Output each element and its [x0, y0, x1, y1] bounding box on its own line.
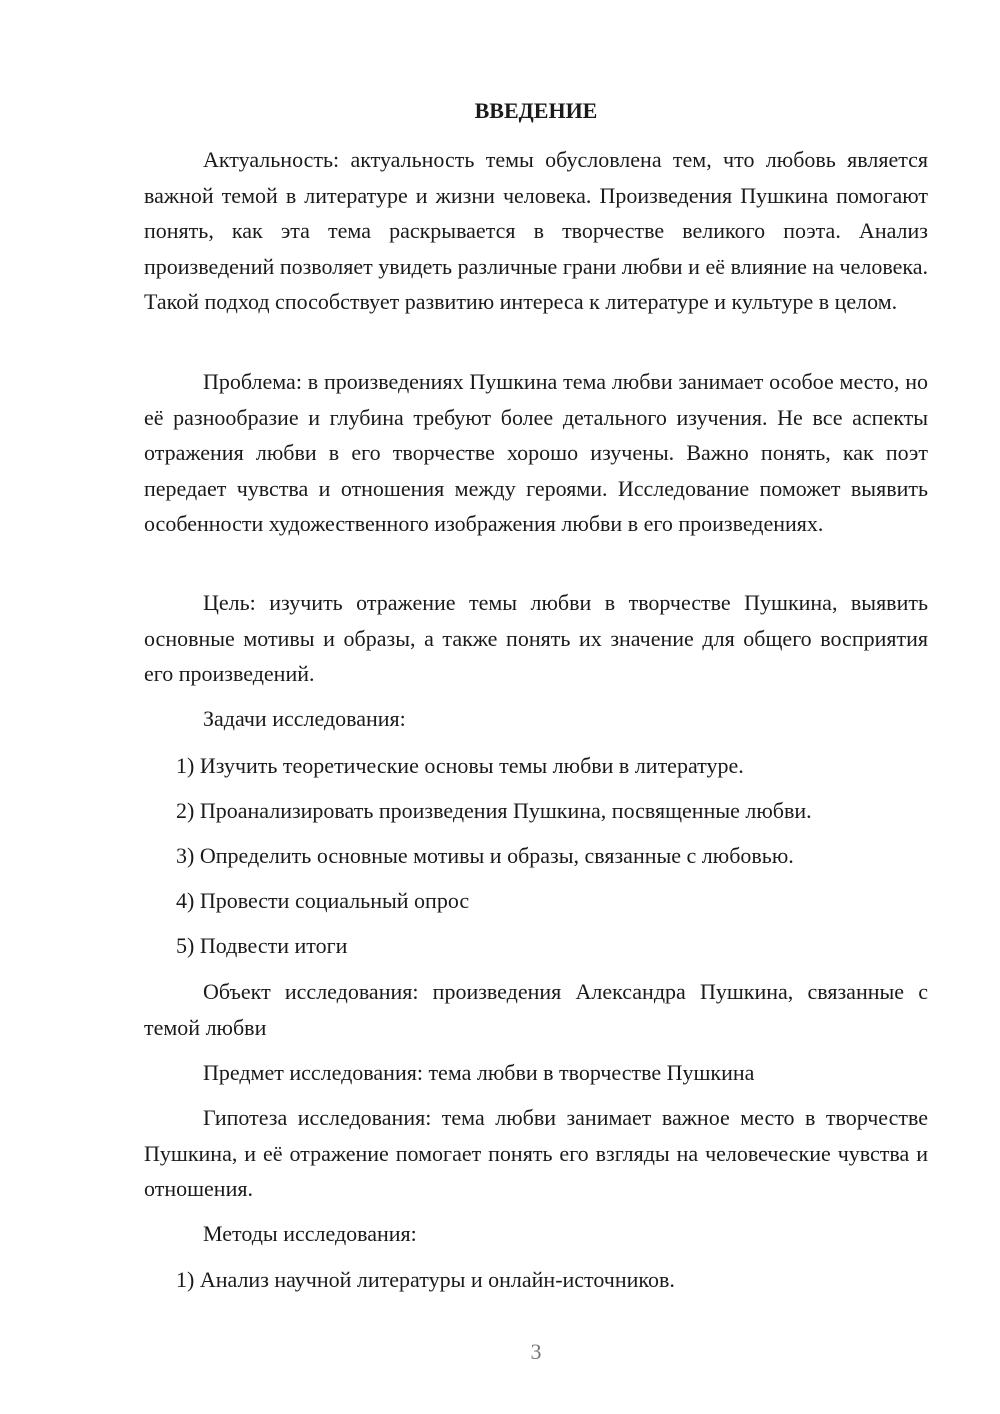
object-paragraph: Объект исследования: произведения Александра Пушкина, связанные с темой любви	[144, 979, 928, 1040]
task-item: 4) Провести социальный опрос	[176, 888, 470, 913]
hypothesis-paragraph: Гипотеза исследования: тема любви занимает важное место в творчестве Пушкина, и её отражение помогает понять его взгляды на человеческие чувства и отношения.	[144, 1105, 928, 1201]
task-item: 5) Подвести итоги	[176, 933, 348, 958]
method-item: 1) Анализ научной литературы и онлайн-источников.	[176, 1267, 675, 1292]
goal-paragraph: Цель: изучить отражение темы любви в творчестве Пушкина, выявить основные мотивы и образы, а также понять их значение для общего восприятия его произведений.	[144, 590, 928, 686]
subject-paragraph: Предмет исследования: тема любви в творчестве Пушкина	[203, 1060, 755, 1085]
task-item: 3) Определить основные мотивы и образы, связанные с любовью.	[176, 843, 794, 868]
tasks-heading: Задачи исследования:	[203, 706, 406, 731]
problem-paragraph: Проблема: в произведениях Пушкина тема любви занимает особое место, но её разнообразие и глубина требуют более детального изучения. Не все аспекты отражения любви в его творчестве хорошо изучены. Важно понять, как поэт передает чувства и отношения между героями. Исследование поможет выявить особенности художественного изображения любви в его произведениях.	[144, 369, 928, 536]
page-number: 3	[530, 1339, 542, 1364]
methods-heading: Методы исследования:	[203, 1221, 417, 1246]
task-item: 2) Проанализировать произведения Пушкина, посвященные любви.	[176, 798, 812, 823]
relevance-paragraph: Актуальность: актуальность темы обусловлена тем, что любовь является важной темой в литературе и жизни человека. Произведения Пушкина помогают понять, как эта тема раскрывается в творчестве великого поэта. Анализ произведений позволяет увидеть различные грани любви и её влияние на человека. Такой подход способствует развитию интереса к литературе и культуре в целом.	[144, 147, 928, 314]
section-title: ВВЕДЕНИЕ	[474, 98, 598, 123]
task-item: 1) Изучить теоретические основы темы любви в литературе.	[176, 753, 744, 778]
